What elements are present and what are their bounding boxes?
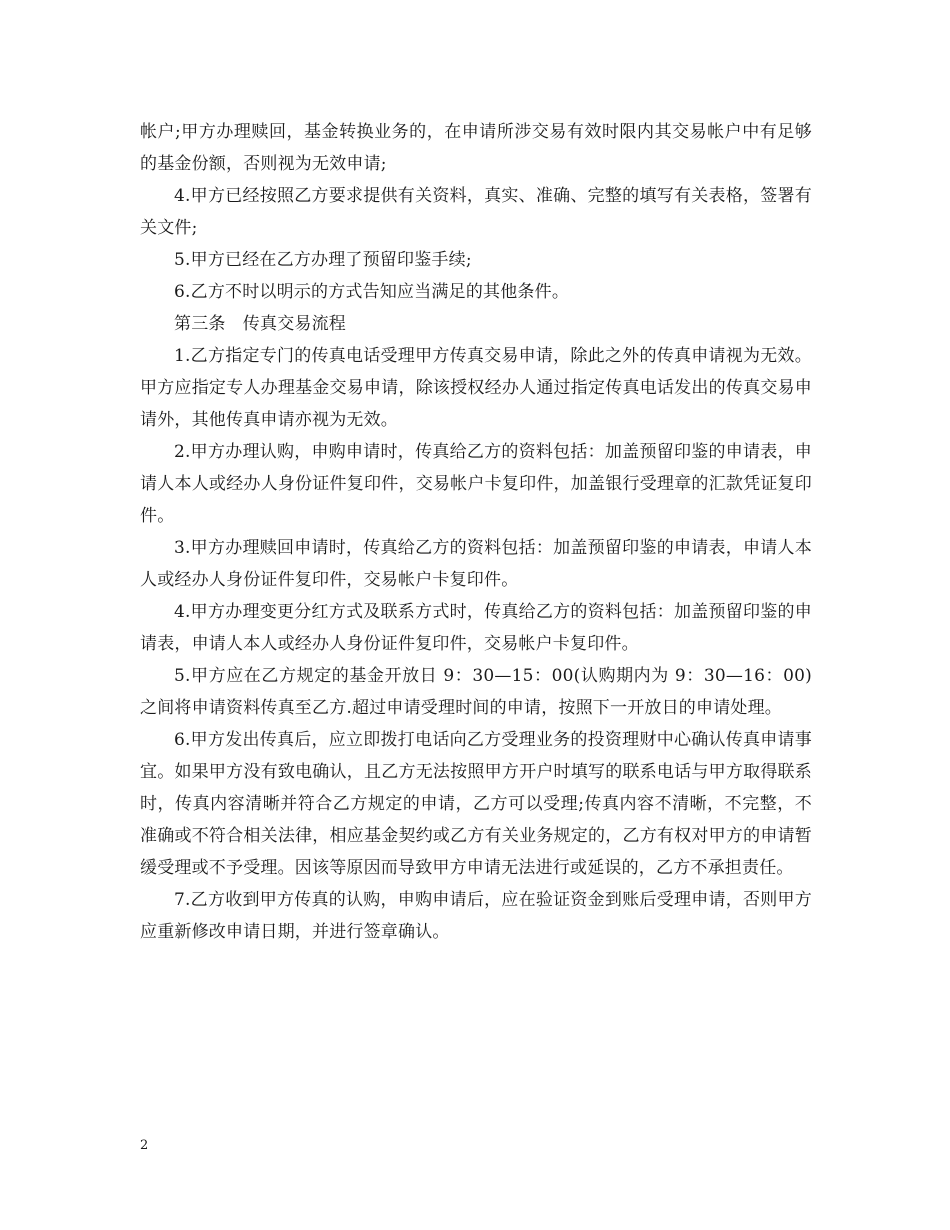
section-heading: 第三条 传真交易流程 — [174, 314, 346, 334]
paragraph-11: 6.甲方发出传真后，应立即拨打电话向乙方受理业务的投资理财中心确认传真申请事宜。如果甲方没有致电确认，且乙方无法按照甲方开户时填写的联系电话与甲方取得联系时，传真内容清晰并符合乙方规定的申请，乙方可以受理;传真内容不清晰，不完整，不准确或不符合相关法律，相应基金契约或乙方有关业务规定的，乙方有权对甲方的申请暂缓受理或不予受理。因该等原因而导致甲方申请无法进行或延误的，乙方不承担责任。 — [140, 730, 812, 878]
paragraph-12: 7.乙方收到甲方传真的认购，申购申请后，应在验证资金到账后受理申请，否则甲方应重新修改申请日期，并进行签章确认。 — [140, 890, 812, 942]
paragraph-8: 3.甲方办理赎回申请时，传真给乙方的资料包括：加盖预留印鉴的申请表，申请人本人或经办人身份证件复印件，交易帐户卡复印件。 — [140, 538, 812, 590]
paragraph-1: 帐户;甲方办理赎回，基金转换业务的，在申请所涉交易有效时限内其交易帐户中有足够的基金份额，否则视为无效申请; — [140, 122, 812, 174]
paragraph-3: 5.甲方已经在乙方办理了预留印鉴手续; — [174, 250, 472, 270]
paragraph-6: 1.乙方指定专门的传真电话受理甲方传真交易申请，除此之外的传真申请视为无效。甲方应指定专人办理基金交易申请，除该授权经办人通过指定传真电话发出的传真交易申请外，其他传真申请亦视为无效。 — [140, 346, 812, 430]
page-number: 2 — [140, 1138, 149, 1153]
paragraph-7: 2.甲方办理认购，申购申请时，传真给乙方的资料包括：加盖预留印鉴的申请表，申请人本人或经办人身份证件复印件，交易帐户卡复印件，加盖银行受理章的汇款凭证复印件。 — [140, 442, 812, 526]
document-body — [140, 116, 812, 948]
paragraph-10: 5.甲方应在乙方规定的基金开放日 9：30—15：00(认购期内为 9：30—16：00)之间将申请资料传真至乙方.超过申请受理时间的申请，按照下一开放日的申请处理。 — [140, 666, 812, 718]
paragraph-9: 4.甲方办理变更分红方式及联系方式时，传真给乙方的资料包括：加盖预留印鉴的申请表，申请人本人或经办人身份证件复印件，交易帐户卡复印件。 — [140, 602, 812, 654]
paragraph-2: 4.甲方已经按照乙方要求提供有关资料，真实、准确、完整的填写有关表格，签署有关文件; — [140, 186, 812, 238]
paragraph-4: 6.乙方不时以明示的方式告知应当满足的其他条件。 — [174, 282, 570, 302]
